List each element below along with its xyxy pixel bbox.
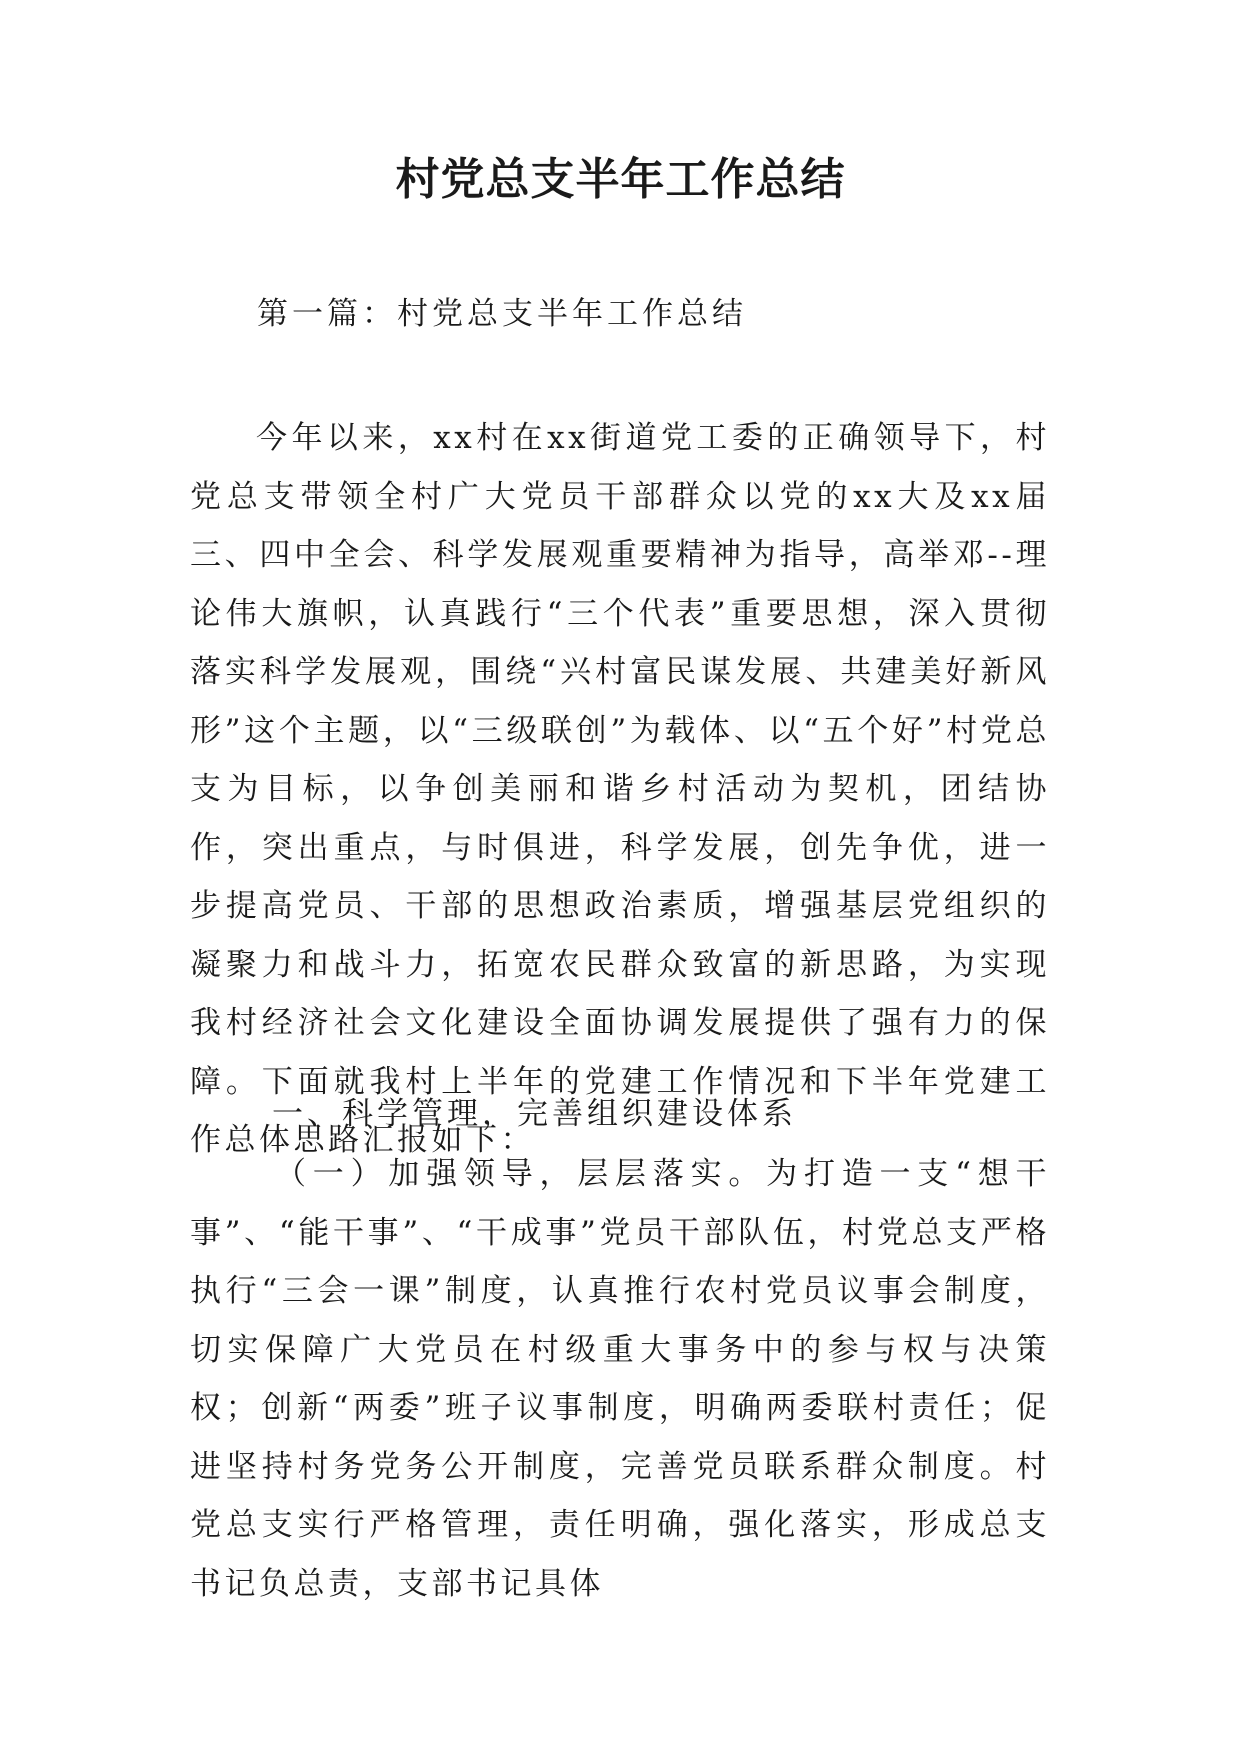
document-subtitle: 第一篇：村党总支半年工作总结 <box>257 296 747 332</box>
body-paragraph-section-1-1: （一）加强领导，层层落实。为打造一支“想干事”、“能干事”、“干成事”党员干部队伍，村党总支严格执行“三会一课”制度，认真推行农村党员议事会制度，切实保障广大党员在村级重大事务中的参与权与决策权；创新“两委”班子议事制度，明确两委联村责任；促进坚持村务党务公开制度，完善党员联系群众制度。村党总支实行严格管理，责任明确，强化落实，形成总支书记负总责，支部书记具体 <box>190 1156 1050 1602</box>
body-paragraph-intro: 今年以来，xx村在xx街道党工委的正确领导下，村党总支带领全村广大党员干部群众以党的xx大及xx届三、四中全会、科学发展观重要精神为指导，高举邓--理论伟大旗帜，认真践行“三个代表”重要思想，深入贯彻落实科学发展观，围绕“兴村富民谋发展、共建美好新风形”这个主题，以“三级联创”为载体、以“五个好”村党总支为目标，以争创美丽和谐乡村活动为契机，团结协作，突出重点，与时俱进，科学发展，创先争优，进一步提高党员、干部的思想政治素质，增强基层党组织的凝聚力和战斗力，拓宽农民群众致富的新思路，为实现我村经济社会文化建设全面协调发展提供了强有力的保障。下面就我村上半年的党建工作情况和下半年党建工作总体思路汇报如下： <box>190 420 1050 1158</box>
section-heading-1: 一、科学管理，完善组织建设体系 <box>272 1096 797 1132</box>
document-title: 村党总支半年工作总结 <box>395 154 846 205</box>
